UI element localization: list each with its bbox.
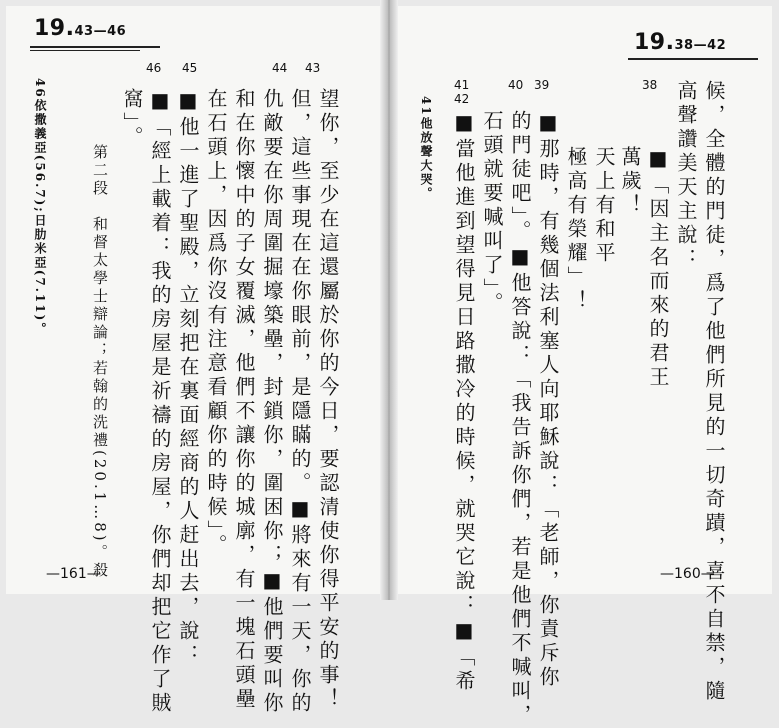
text-column: 高聲讚美天主說： bbox=[674, 80, 698, 272]
text-column: ■他一進了聖殿，立刻把在裏面經商的人赶出去，說： bbox=[176, 88, 200, 668]
verse-number: 45 bbox=[182, 61, 198, 75]
text-column: 萬歲！ bbox=[618, 146, 642, 218]
text-column: ■「因主名而來的君王 bbox=[646, 146, 670, 390]
verse-number: 43 bbox=[305, 61, 321, 75]
text-column: 候，全體的門徒，爲了他們所見的一切奇蹟，喜不自禁，隨 bbox=[702, 80, 726, 704]
margin-reference: 46依撒義亞(56.7);日肋米亞(7.11)。 bbox=[33, 78, 47, 337]
text-column: 極高有榮耀」！ bbox=[564, 146, 588, 314]
verse-number: 40 bbox=[508, 78, 524, 92]
text-column: ■「經上載着：我的房屋是祈禱的房屋，你們却把它作了賊 bbox=[148, 88, 172, 716]
section-note: 第二段 和督太學士辯論；若翰的洗禮(20.1…8)。殺 bbox=[91, 144, 109, 580]
left-header-chapter: 19. bbox=[34, 16, 75, 41]
text-column: 仇敵要在你周圍掘壕築壘，封鎖你，圍困你；■他們要叫你 bbox=[260, 88, 284, 716]
book-gutter bbox=[380, 0, 398, 600]
verse-number: 39 bbox=[534, 78, 550, 92]
right-page-header bbox=[634, 30, 726, 55]
right-page-number: —160— bbox=[660, 566, 715, 582]
left-header-rule-thin bbox=[30, 50, 140, 51]
margin-reference: 41他放聲大哭。 bbox=[419, 96, 433, 201]
verse-number: 41 bbox=[454, 78, 470, 92]
text-column: 但，這些事現在在你眼前，是隱瞞的。■將來有一天，你的 bbox=[288, 88, 312, 716]
text-column: 窩」。 bbox=[120, 88, 144, 150]
verse-number: 46 bbox=[146, 61, 162, 75]
left-page-header bbox=[34, 16, 126, 41]
left-page bbox=[6, 6, 380, 716]
text-column: 天上有和平 bbox=[592, 146, 616, 266]
text-column: 望你，至少在這還屬於你的今日，要認清使你得平安的事！ bbox=[316, 88, 340, 712]
verse-number: 44 bbox=[272, 61, 288, 75]
text-column: ■那時，有幾個法利塞人向耶穌說：「老師，你責斥你 bbox=[536, 110, 560, 690]
text-column: 在石頭上，因爲你沒有注意看顧你的時候」。 bbox=[204, 88, 228, 558]
right-page bbox=[398, 6, 772, 728]
left-page-number: —161— bbox=[46, 566, 101, 582]
verse-number: 38 bbox=[642, 78, 658, 92]
right-header-range: 38—42 bbox=[674, 38, 727, 53]
text-column: 的門徒吧」。■他答說：「我告訴你們，若是他們不喊叫， bbox=[508, 110, 532, 728]
right-header-rule bbox=[628, 58, 758, 60]
left-header-range: 43—46 bbox=[74, 24, 127, 39]
text-column: ■當他進到望得見日路撒冷的時候，就哭它說：■「希 bbox=[452, 110, 476, 694]
left-header-rule bbox=[30, 46, 160, 48]
text-column: 和在你懷中的子女覆滅，他們不讓你的城廓，有一塊石頭壘 bbox=[232, 88, 256, 712]
right-header-chapter: 19. bbox=[634, 30, 675, 55]
text-column: 石頭就要喊叫了」。 bbox=[480, 110, 504, 316]
verse-number: 42 bbox=[454, 92, 470, 106]
